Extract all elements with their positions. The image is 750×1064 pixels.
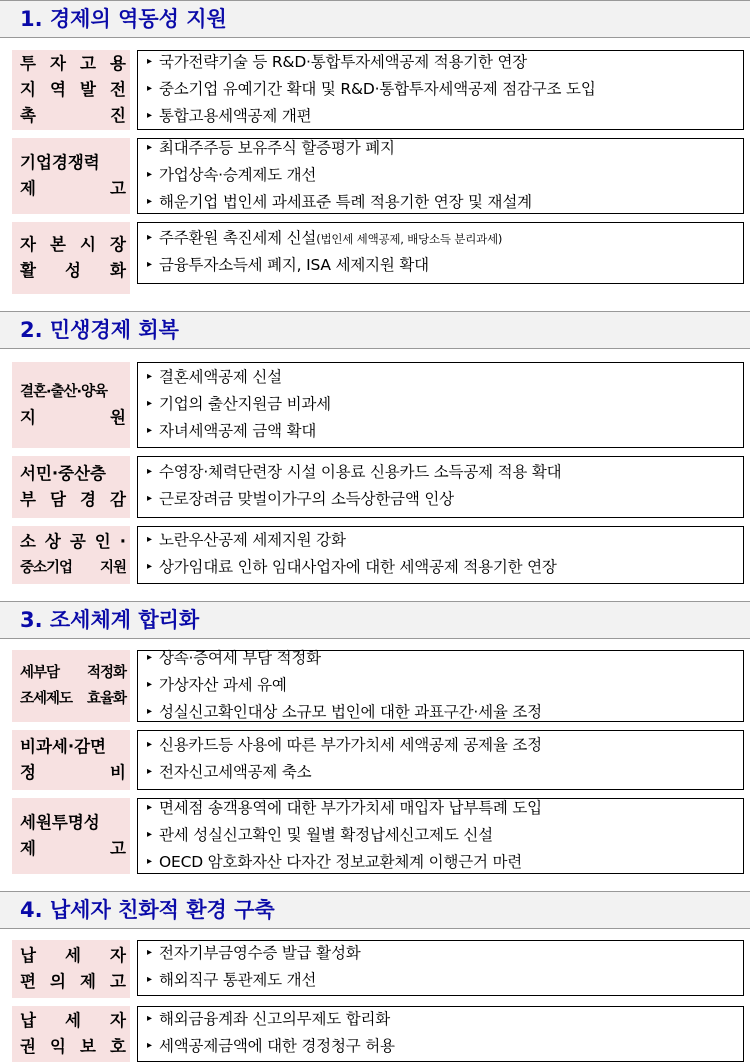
category-line: 투 자 고 용 — [20, 54, 126, 73]
category-line: 중소기업 지원 — [20, 560, 126, 576]
items-box-2-2 — [137, 456, 744, 518]
list-item: ▸ 전자신고세액공제 축소 — [147, 760, 737, 787]
bullet-icon: ▸ — [147, 370, 152, 382]
category-line: 권 익 보 호 — [20, 1037, 126, 1056]
bullet-icon: ▸ — [147, 55, 152, 67]
section-4-title: 4. 납세자 친화적 환경 구축 — [20, 898, 275, 922]
category-line: 조세제도 효율화 — [20, 691, 126, 707]
bullet-icon: ▸ — [147, 651, 152, 663]
list-item: ▸ 중소기업 유예기간 확대 및 R&D·통합투자세액공제 점감구조 도입 — [147, 77, 737, 104]
list-item: ▸ OECD 암호화자산 다자간 정보교환체계 이행근거 마련 — [147, 850, 737, 877]
category-1-3 — [12, 222, 130, 294]
list-item: ▸ 전자기부금영수증 발급 활성화 — [147, 941, 737, 968]
section-3-title: 3. 조세체계 합리화 — [20, 608, 200, 632]
category-line: 편 의 제 고 — [20, 972, 126, 991]
category-line: 세원투명성 — [20, 813, 100, 832]
bullet-icon: ▸ — [147, 259, 152, 270]
bullet-icon: ▸ — [147, 141, 152, 153]
category-line: 제 고 — [20, 839, 126, 858]
items-box-3-2 — [137, 730, 744, 790]
category-2-1 — [12, 362, 130, 448]
category-line: 소 상 공 인 · — [20, 532, 126, 551]
items-box-3-3 — [137, 798, 744, 874]
list-item: ▸ 해외직구 통관제도 개선 — [147, 968, 737, 995]
list-item: ▸ 금융투자소득세 폐지, ISA 세제지원 확대 — [147, 253, 737, 280]
category-1-2 — [12, 138, 130, 214]
items-box-1-3 — [137, 222, 744, 284]
bullet-icon: ▸ — [147, 168, 152, 180]
list-item: ▸ 가상자산 과세 유예 — [147, 673, 737, 700]
category-2-2 — [12, 456, 130, 518]
bullet-icon: ▸ — [147, 424, 152, 436]
bullet-icon: ▸ — [147, 232, 152, 243]
list-item: ▸ 상가임대료 인하 임대사업자에 대한 세액공제 적용기한 연장 — [147, 555, 737, 582]
bullet-icon: ▸ — [147, 109, 152, 121]
category-3-1 — [12, 650, 130, 722]
category-line: 정 비 — [20, 763, 126, 782]
category-line: 자 본 시 장 — [20, 235, 126, 254]
category-line: 납 세 자 — [20, 1011, 126, 1030]
category-line: 제 고 — [20, 179, 126, 198]
list-item: ▸ 신용카드등 사용에 따른 부가가치세 세액공제 공제율 조정 — [147, 733, 737, 760]
bullet-icon: ▸ — [147, 534, 152, 545]
category-3-2 — [12, 730, 130, 790]
items-box-3-1 — [137, 650, 744, 722]
list-item: ▸ 성실신고확인대상 소규모 법인에 대한 과표구간·세율 조정 — [147, 700, 737, 727]
items-box-4-2 — [137, 1006, 744, 1062]
category-line: 부 담 경 감 — [20, 490, 126, 509]
category-1-1 — [12, 50, 130, 130]
section-1-header — [0, 0, 750, 38]
bullet-icon: ▸ — [147, 855, 152, 867]
list-item: ▸ 최대주주등 보유주식 할증평가 폐지 — [147, 136, 737, 163]
category-line: 세부담 적정화 — [20, 665, 126, 681]
section-3-header — [0, 601, 750, 639]
bullet-icon: ▸ — [147, 1013, 152, 1024]
bullet-icon: ▸ — [147, 947, 152, 958]
list-item: ▸ 해외금융계좌 신고의무제도 합리화 — [147, 1007, 737, 1034]
section-2-header — [0, 311, 750, 349]
bullet-icon: ▸ — [147, 82, 152, 94]
section-2-title: 2. 민생경제 회복 — [20, 318, 179, 342]
bullet-icon: ▸ — [147, 678, 152, 690]
category-line: 활 성 화 — [20, 261, 126, 280]
category-4-1 — [12, 940, 130, 998]
list-item: ▸ 세액공제금액에 대한 경정청구 허용 — [147, 1034, 737, 1061]
items-box-2-1 — [137, 362, 744, 448]
bullet-icon: ▸ — [147, 801, 152, 813]
category-line: 지 역 발 전 — [20, 80, 126, 99]
list-item: ▸ 노란우산공제 세제지원 강화 — [147, 528, 737, 555]
bullet-icon: ▸ — [147, 397, 152, 409]
category-3-3 — [12, 798, 130, 874]
bullet-icon: ▸ — [147, 828, 152, 840]
list-item: ▸ 주주환원 촉진세제 신설 (법인세 세액공제, 배당소득 분리과세) — [147, 226, 737, 253]
list-item: ▸ 결혼세액공제 신설 — [147, 365, 737, 392]
category-4-2 — [12, 1006, 130, 1062]
list-item: ▸ 근로장려금 맞벌이가구의 소득상한금액 인상 — [147, 487, 737, 514]
bullet-icon: ▸ — [147, 466, 152, 477]
bullet-icon: ▸ — [147, 739, 152, 750]
bullet-icon: ▸ — [147, 1040, 152, 1051]
section-4-header — [0, 891, 750, 929]
list-item: ▸ 가업상속·승계제도 개선 — [147, 163, 737, 190]
category-line: 비과세·감면 — [20, 737, 106, 756]
list-item: ▸ 상속·증여세 부담 적정화 — [147, 646, 737, 673]
category-line: 납 세 자 — [20, 946, 126, 965]
category-line: 결혼·출산·양육 — [20, 384, 108, 400]
items-box-1-1 — [137, 50, 744, 130]
list-item: ▸ 자녀세액공제 금액 확대 — [147, 419, 737, 446]
category-2-3 — [12, 526, 130, 584]
list-item: ▸ 국가전략기술 등 R&D·통합투자세액공제 적용기한 연장 — [147, 50, 737, 77]
bullet-icon: ▸ — [147, 766, 152, 777]
category-line: 촉 진 — [20, 106, 126, 125]
bullet-icon: ▸ — [147, 493, 152, 504]
list-item: ▸ 해운기업 법인세 과세표준 특례 적용기한 연장 및 재설계 — [147, 190, 737, 217]
list-item: ▸ 면세점 송객용역에 대한 부가가치세 매입자 납부특례 도입 — [147, 796, 737, 823]
list-item: ▸ 기업의 출산지원금 비과세 — [147, 392, 737, 419]
bullet-icon: ▸ — [147, 974, 152, 985]
category-line: 서민·중산층 — [20, 464, 106, 483]
items-box-1-2 — [137, 138, 744, 214]
list-item: ▸ 수영장·체력단련장 시설 이용료 신용카드 소득공제 적용 확대 — [147, 460, 737, 487]
category-line: 기업경쟁력 — [20, 153, 100, 172]
section-1-title: 1. 경제의 역동성 지원 — [20, 7, 227, 31]
category-line: 지 원 — [20, 408, 126, 427]
list-item: ▸ 관세 성실신고확인 및 월별 확정납세신고제도 신설 — [147, 823, 737, 850]
list-item: ▸ 통합고용세액공제 개편 — [147, 104, 737, 131]
bullet-icon: ▸ — [147, 561, 152, 572]
item-note: (법인세 세액공제, 배당소득 분리과세) — [316, 232, 503, 246]
bullet-icon: ▸ — [147, 195, 152, 207]
items-box-2-3 — [137, 526, 744, 584]
bullet-icon: ▸ — [147, 705, 152, 717]
items-box-4-1 — [137, 940, 744, 996]
